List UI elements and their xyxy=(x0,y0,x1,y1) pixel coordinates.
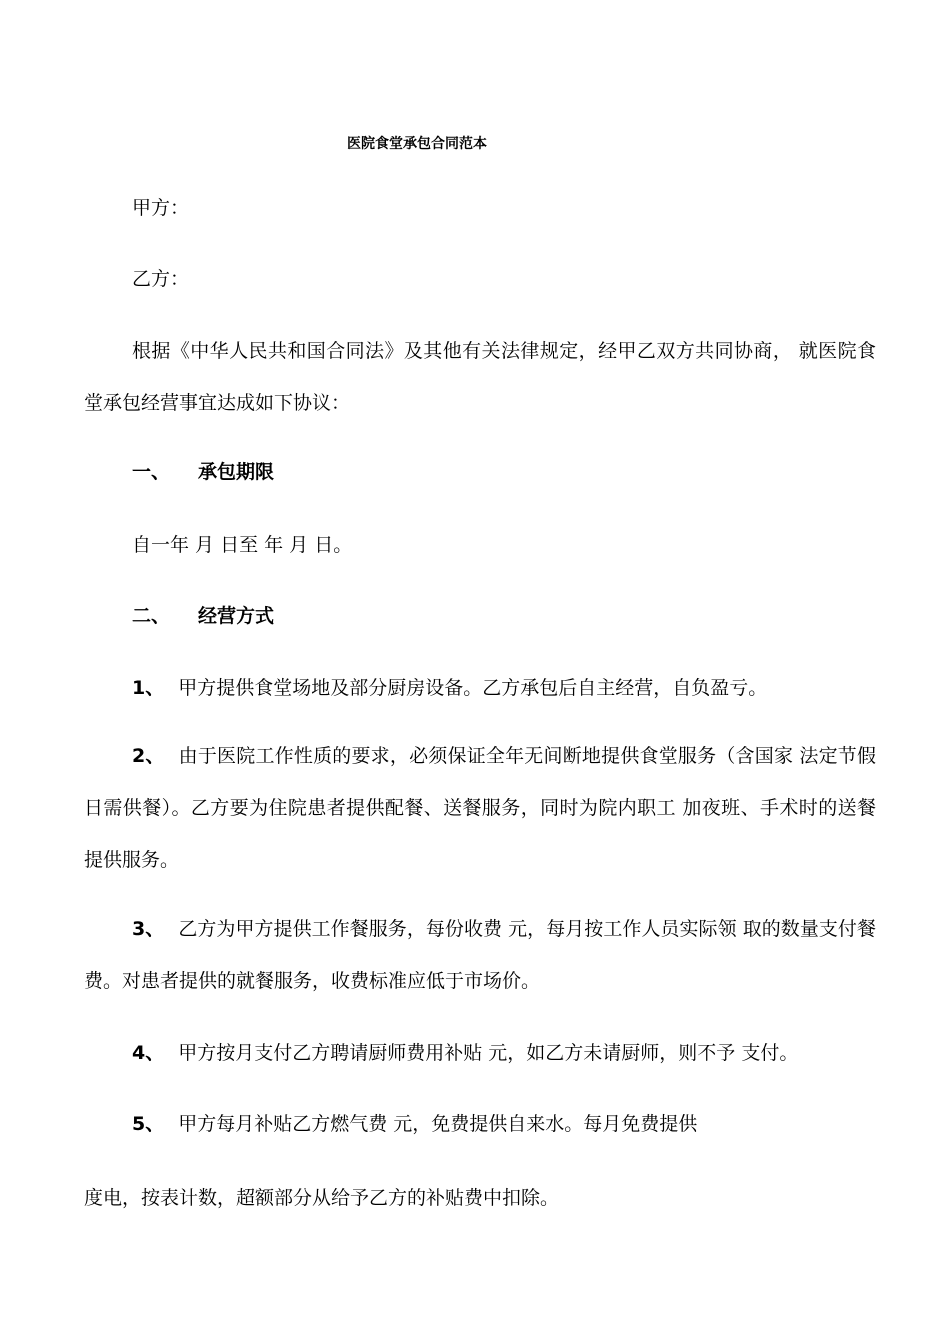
party-b-label: 乙方： xyxy=(132,268,190,290)
clause-5-continuation: 度电，按表计数，超额部分从给予乙方的补贴费中扣除。 xyxy=(84,1187,560,1209)
clause-3-text: 乙方为甲方提供工作餐服务，每份收费 元，每月按工作人员实际领 取的数量支付餐费。对患者提供的就餐服务，收费标准应低于市场价。 xyxy=(84,918,876,992)
term-period-text: 自一年 月 日至 年 月 日。 xyxy=(132,534,353,556)
section-1-heading xyxy=(132,458,274,486)
clause-1-text: 甲方提供食堂场地及部分厨房设备。乙方承包后自主经营，自负盈亏。 xyxy=(178,677,768,699)
party-a-label: 甲方： xyxy=(132,197,190,219)
section-2-title: 经营方式 xyxy=(198,605,275,627)
section-2-heading xyxy=(132,602,274,630)
clause-2-text: 由于医院工作性质的要求，必须保证全年无间断地提供食堂服务（含国家 法定节假日需供餐）。乙方要为住院患者提供配餐、送餐服务，同时为院内职工 加夜班、手术时的送餐提供服务。 xyxy=(84,745,876,871)
clause-1 xyxy=(132,674,767,702)
clause-3-number: 3、 xyxy=(132,918,165,940)
document-title: 医院食堂承包合同范本 xyxy=(347,136,487,152)
clause-4-text: 甲方按月支付乙方聘请厨师费用补贴 元，如乙方未请厨师，则不予 支付。 xyxy=(178,1042,799,1064)
clause-4 xyxy=(132,1039,798,1067)
clause-5 xyxy=(132,1110,697,1138)
clause-4-number: 4、 xyxy=(132,1042,165,1064)
clause-5-text: 甲方每月补贴乙方燃气费 元，免费提供自来水。每月免费提供 xyxy=(178,1113,698,1135)
section-1-number: 一、 xyxy=(132,461,171,483)
clause-5-number: 5、 xyxy=(132,1113,165,1135)
clause-1-number: 1、 xyxy=(132,677,165,699)
clause-2-number: 2、 xyxy=(132,745,165,767)
clause-3 xyxy=(84,903,876,1007)
intro-paragraph: 根据《中华人民共和国合同法》及其他有关法律规定，经甲乙双方共同协商， 就医院食堂承包经营事宜达成如下协议： xyxy=(84,340,876,414)
section-2-number: 二、 xyxy=(132,605,171,627)
section-1-title: 承包期限 xyxy=(198,461,275,483)
clause-2 xyxy=(84,730,876,886)
